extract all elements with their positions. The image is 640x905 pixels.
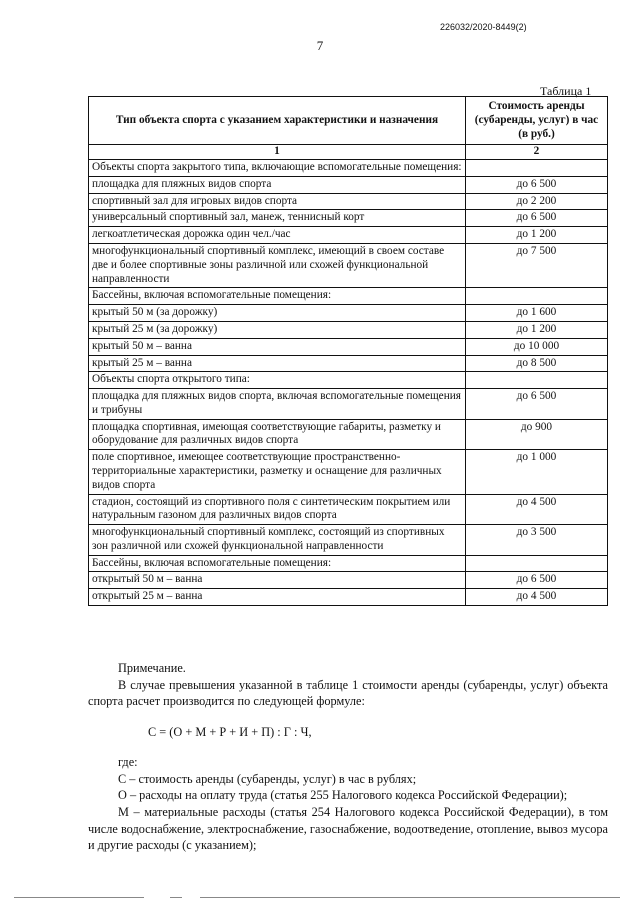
- page-number: 7: [316, 38, 324, 53]
- scan-edge-artifact: [0, 897, 640, 899]
- table-row: [89, 389, 608, 420]
- object-type-cell: Бассейны, включая вспомогательные помещения:: [89, 288, 466, 305]
- object-type-cell: площадка спортивная, имеющая соответствующие габариты, разметку и оборудование для различных видов спорта: [89, 419, 466, 450]
- table-row: [89, 355, 608, 372]
- object-type-cell: легкоатлетическая дорожка один чел./час: [89, 227, 466, 244]
- header-rental-cost: Стоимость аренды (субаренды, услуг) в час (в руб.): [466, 97, 608, 145]
- note-title: Примечание.: [118, 661, 186, 675]
- object-type-cell: поле спортивное, имеющее соответствующие пространственно-территориальные характеристики, разметку и оснащение для различных видов спорта: [89, 450, 466, 494]
- object-type-cell: Объекты спорта закрытого типа, включающие вспомогательные помещения:: [89, 160, 466, 177]
- object-type-cell: Объекты спорта открытого типа:: [89, 372, 466, 389]
- table-row: [89, 450, 608, 494]
- table-row: [89, 176, 608, 193]
- price-cell: до 2 200: [466, 193, 608, 210]
- document-number: 226032/2020-8449(2): [440, 22, 527, 32]
- price-cell: до 4 500: [466, 494, 608, 525]
- price-cell: [466, 160, 608, 177]
- table-row: [89, 338, 608, 355]
- price-cell: до 1 200: [466, 227, 608, 244]
- price-cell: до 4 500: [466, 589, 608, 606]
- formula-definition: О – расходы на оплату труда (статья 255 Налогового кодекса Российской Федерации);: [118, 788, 568, 803]
- object-type-cell: крытый 50 м – ванна: [89, 338, 466, 355]
- table-row: [89, 555, 608, 572]
- price-cell: до 6 500: [466, 572, 608, 589]
- table-header-row: [89, 97, 608, 145]
- object-type-cell: спортивный зал для игровых видов спорта: [89, 193, 466, 210]
- table-row: [89, 494, 608, 525]
- table-row: [89, 589, 608, 606]
- object-type-cell: площадка для пляжных видов спорта, включая вспомогательные помещения и трибуны: [89, 389, 466, 420]
- table-row: [89, 321, 608, 338]
- object-type-cell: стадион, состоящий из спортивного поля с синтетическим покрытием или натуральным газоном для различных видов спорта: [89, 494, 466, 525]
- object-type-cell: открытый 25 м – ванна: [89, 589, 466, 606]
- price-cell: [466, 288, 608, 305]
- table-row: [89, 305, 608, 322]
- table-row: [89, 372, 608, 389]
- price-cell: до 8 500: [466, 355, 608, 372]
- formula-definition: М – материальные расходы (статья 254 Налогового кодекса Российской Федерации), в том числе водоснабжение, электроснабжение, газоснабжение, водоотведение, отопление, вывоз мусора и другие расходы (с указанием);: [88, 805, 608, 853]
- table-caption: Таблица 1: [540, 84, 592, 98]
- column-number: 2: [466, 145, 608, 160]
- table-row: [89, 193, 608, 210]
- price-cell: до 7 500: [466, 244, 608, 288]
- price-cell: до 10 000: [466, 338, 608, 355]
- object-type-cell: крытый 50 м (за дорожку): [89, 305, 466, 322]
- table-row: [89, 288, 608, 305]
- table-row: [89, 419, 608, 450]
- object-type-cell: крытый 25 м – ванна: [89, 355, 466, 372]
- table-row: [89, 227, 608, 244]
- table-row: [89, 525, 608, 556]
- table-row: [89, 160, 608, 177]
- price-cell: до 1 200: [466, 321, 608, 338]
- price-table: [88, 96, 608, 606]
- object-type-cell: крытый 25 м (за дорожку): [89, 321, 466, 338]
- object-type-cell: многофункциональный спортивный комплекс, состоящий из спортивных зон различной или схожей функциональной направленности: [89, 525, 466, 556]
- object-type-cell: универсальный спортивный зал, манеж, теннисный корт: [89, 210, 466, 227]
- table-row: [89, 210, 608, 227]
- table-row: [89, 572, 608, 589]
- note-intro: В случае превышения указанной в таблице 1 стоимости аренды (субаренды, услуг) объекта спорта расчет производится по следующей формуле:: [88, 677, 608, 709]
- column-number: 1: [89, 145, 466, 160]
- where-label: где:: [118, 754, 138, 769]
- cost-formula: С = (О + М + Р + И + П) : Г : Ч,: [148, 725, 312, 740]
- object-type-cell: Бассейны, включая вспомогательные помещения:: [89, 555, 466, 572]
- table-row: [89, 244, 608, 288]
- object-type-cell: многофункциональный спортивный комплекс, имеющий в своем составе две и более спортивные зоны различной или схожей функциональной направленности: [89, 244, 466, 288]
- price-cell: [466, 372, 608, 389]
- price-cell: до 900: [466, 419, 608, 450]
- price-cell: до 6 500: [466, 176, 608, 193]
- object-type-cell: площадка для пляжных видов спорта: [89, 176, 466, 193]
- price-cell: до 6 500: [466, 210, 608, 227]
- column-numbers-row: [89, 145, 608, 160]
- price-cell: [466, 555, 608, 572]
- price-cell: до 1 600: [466, 305, 608, 322]
- price-cell: до 1 000: [466, 450, 608, 494]
- price-cell: до 3 500: [466, 525, 608, 556]
- formula-definition: С – стоимость аренды (субаренды, услуг) в час в рублях;: [118, 771, 417, 786]
- object-type-cell: открытый 50 м – ванна: [89, 572, 466, 589]
- note-section: [88, 660, 608, 854]
- header-object-type: Тип объекта спорта с указанием характеристики и назначения: [89, 97, 466, 145]
- price-cell: до 6 500: [466, 389, 608, 420]
